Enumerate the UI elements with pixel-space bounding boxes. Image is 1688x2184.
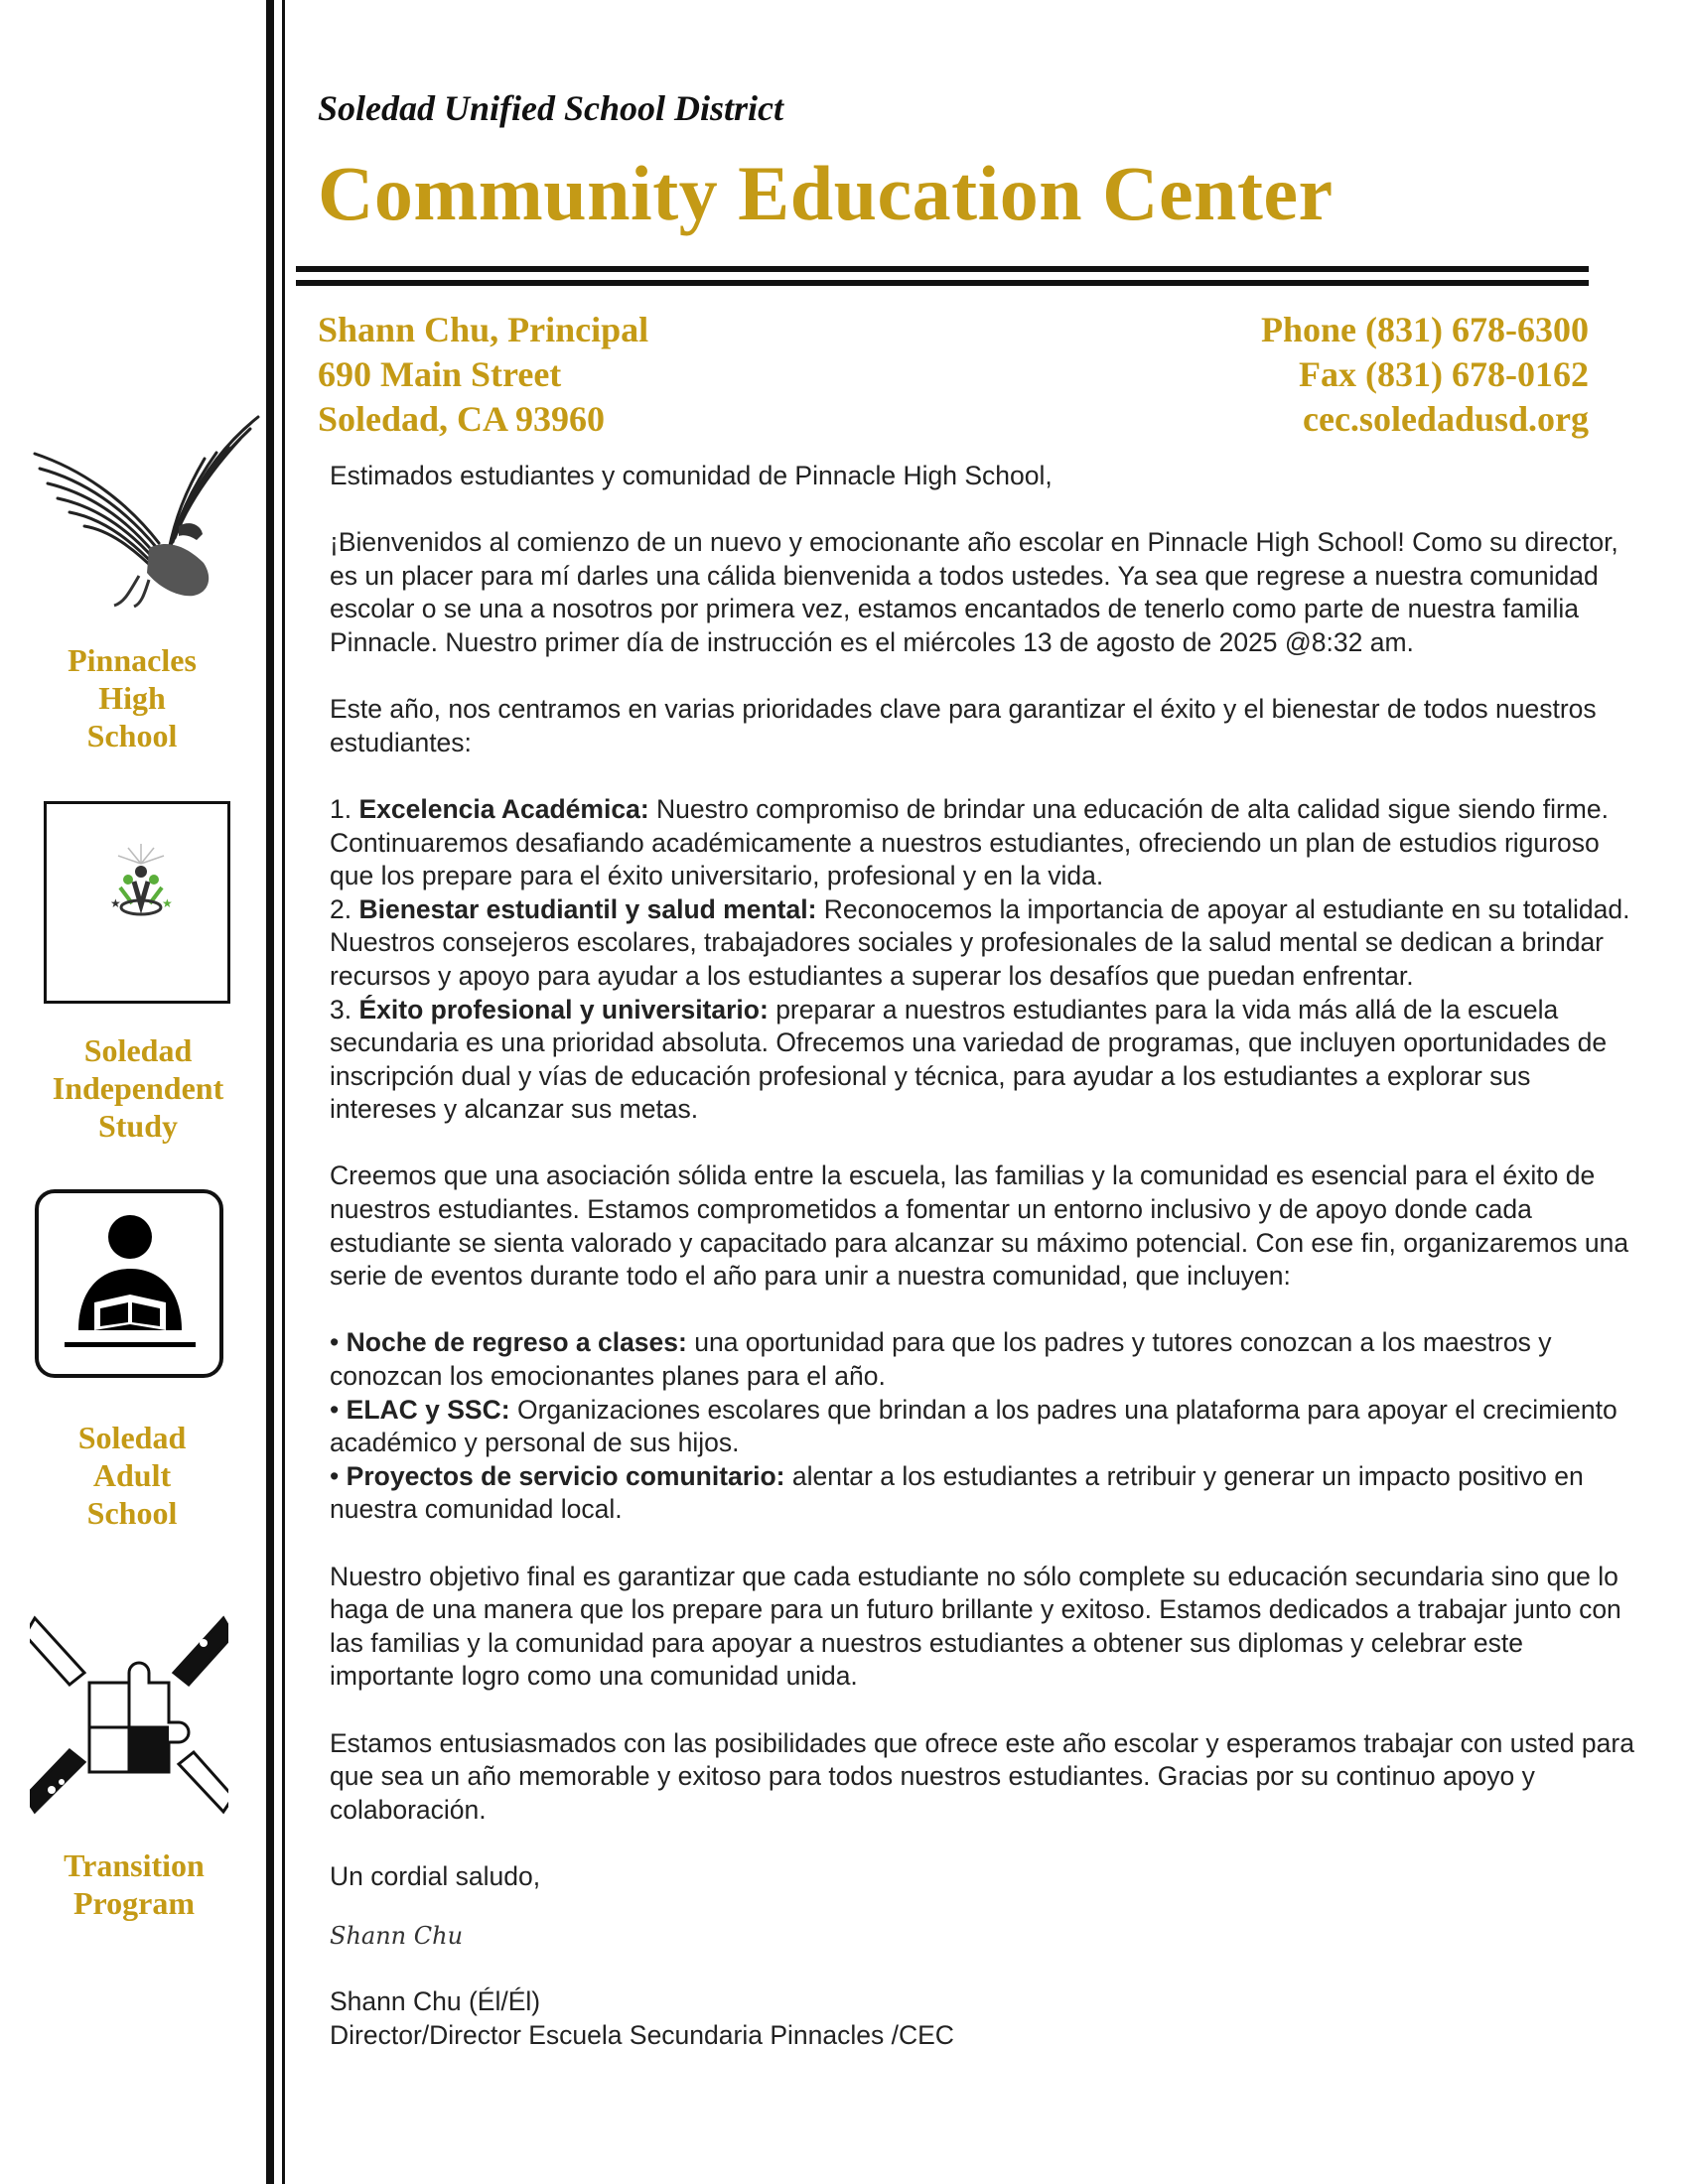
signer-title: Director/Director Escuela Secundaria Pinnacles /CEC — [330, 2019, 954, 2050]
principal-address-block — [318, 308, 648, 442]
signature: Shann Chu — [330, 1921, 464, 1950]
closing-paragraph: Estamos entusiasmados con las posibilidades que ofrece este año escolar y esperamos trabajar con usted para que sea un año memorable y exitoso para todos nuestros estudiantes. Gracias por su continuo apoyo y colaboración. — [330, 1727, 1634, 1825]
phone-number: Phone (831) 678-6300 — [1261, 310, 1589, 349]
priority-item: 1. Excelencia Académica: Nuestro compromiso de brindar una educación de alta calidad sigue siendo firme. Continuaremos desafiando académicamente a nuestros estudiantes, ofreciendo un plan de estudios riguroso que los prepare para el éxito universitario, profesional y en la vida. — [330, 793, 1609, 891]
principal-name: Shann Chu, Principal — [318, 310, 649, 349]
left-rule-thick — [266, 0, 274, 2184]
greeting: Estimados estudiantes y comunidad de Pinnacle High School, — [330, 461, 1053, 490]
svg-text:★: ★ — [162, 896, 173, 910]
program-label-pinnacles: Pinnacles High School — [68, 642, 197, 753]
priorities-intro: Este año, nos centramos en varias prioridades clave para garantizar el éxito y el bienestar de todos nuestros estudiantes: — [330, 694, 1597, 757]
event-item: • ELAC y SSC: Organizaciones escolares que brindan a los padres una plataforma para apoyar el crecimiento académico y personal de sus hijos. — [330, 1394, 1618, 1458]
independent-study-logo-icon — [106, 842, 176, 941]
fax-number: Fax (831) 678-0162 — [1299, 354, 1589, 394]
puzzle-hands-icon — [30, 1613, 228, 1817]
reader-icon — [35, 1189, 223, 1378]
partnership-paragraph: Creemos que una asociación sólida entre la escuela, las familias y la comunidad es esencial para el éxito de nuestros estudiantes. Estamos comprometidos a fomentar un entorno inclusivo y de apoyo donde cada estudiante se sienta valorado y capacitado para alcanzar su máximo potencial. Con ese fin, organizaremos una serie de eventos durante todo el año para unir a nuestra comunidad, que incluyen: — [330, 1160, 1629, 1292]
letter-body — [330, 460, 1640, 2052]
priority-item: 2. Bienestar estudiantil y salud mental: Reconocemos la importancia de apoyar al estudiante en su totalidad. Nuestros consejeros escolares, trabajadores sociales y profesionales de la salud mental se dedican a brindar recursos y apoyo para ayudar a los estudiantes a superar los desafíos que puedan enfrentar. — [330, 893, 1630, 991]
independent-study-logo-frame — [44, 801, 230, 1004]
page-title: Community Education Center — [318, 150, 1334, 236]
city-state-zip: Soledad, CA 93960 — [318, 399, 606, 439]
eagle-icon — [30, 409, 263, 608]
left-rule-thin — [282, 0, 285, 2184]
contact-info-block — [1261, 308, 1589, 442]
svg-text:★: ★ — [110, 896, 121, 910]
program-label-adult-school: Soledad Adult School — [77, 1420, 187, 1531]
event-item: • Proyectos de servicio comunitario: alentar a los estudiantes a retribuir y generar un impacto positivo en nuestra comunidad local. — [330, 1460, 1584, 1525]
street-address: 690 Main Street — [318, 354, 562, 394]
event-item: • Noche de regreso a clases: una oportunidad para que los padres y tutores conozcan a los maestros y conozcan los emocionantes planes para el año. — [330, 1327, 1552, 1392]
program-label-transition: Transition Program — [64, 1847, 205, 1921]
priority-item: 3. Éxito profesional y universitario: preparar a nuestros estudiantes para la vida más allá de la escuela secundaria es una prioridad absoluta. Ofrecemos una variedad de programas, que incluyen oportunidades de inscripción dual y vías de educación profesional y técnica, para ayudar a los estudiantes a explorar sus intereses y alcanzar sus metas. — [330, 994, 1608, 1125]
website-link[interactable]: cec.soledadusd.org — [1303, 399, 1589, 439]
signer-name: Shann Chu (Él/Él) — [330, 1986, 541, 2017]
district-name: Soledad Unified School District — [318, 88, 784, 128]
header-rule-bottom — [296, 280, 1589, 286]
program-label-independent-study: Soledad Independent Study — [52, 1032, 224, 1144]
goal-paragraph: Nuestro objetivo final es garantizar que cada estudiante no sólo complete su educación secundaria sino que lo haga de una manera que los prepare para un futuro brillante y exitoso. Estamos dedicados a trabajar junto con las familias y la comunidad para apoyar a nuestros estudiantes a obtener sus diplomas y celebrar este importante logro como una comunidad unida. — [330, 1561, 1621, 1692]
intro-paragraph: ¡Bienvenidos al comienzo de un nuevo y emocionante año escolar en Pinnacle High School! Como su director, es un placer para mí darles una cálida bienvenida a todos ustedes. Ya sea que regrese a nuestra comunidad escolar o se una a nosotros por primera vez, estamos encantados de tenerlo como parte de nuestra familia Pinnacle. Nuestro primer día de instrucción es el miércoles 13 de agosto de 2025 @8:32 am. — [330, 527, 1618, 657]
header-rule-top — [296, 266, 1589, 272]
salutation: Un cordial saludo, — [330, 1860, 541, 1891]
